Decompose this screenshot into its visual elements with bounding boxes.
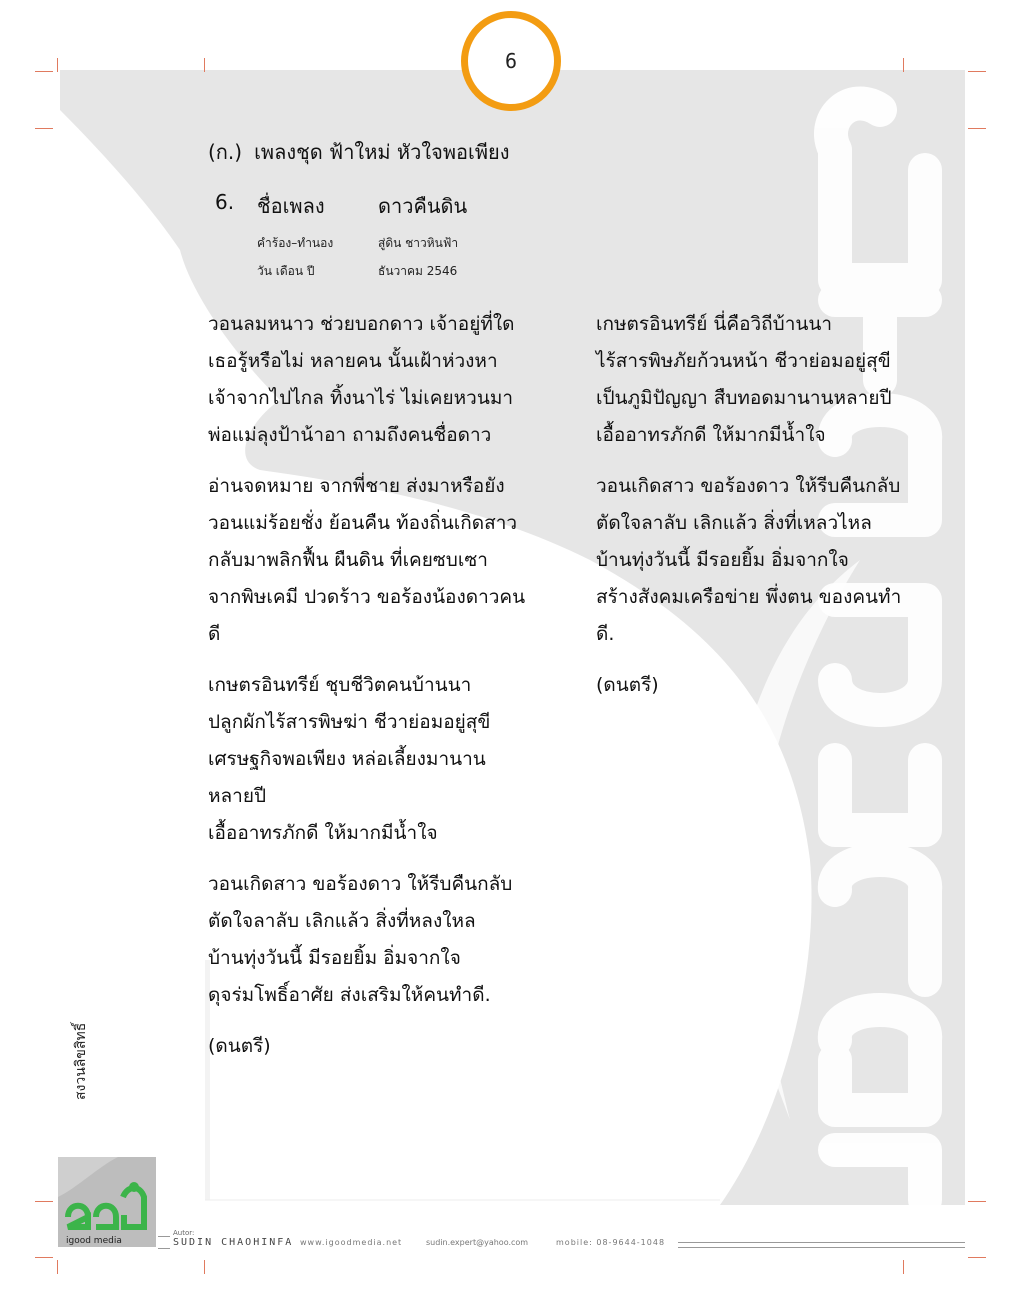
crop-mark	[903, 58, 904, 72]
mobile-number: mobile: 08-9644-1048	[556, 1238, 666, 1247]
lyrics-line: ดุจร่มโพธิ์อาศัย ส่งเสริมให้คนทำดี.	[208, 984, 491, 1006]
lyrics-line: เกษตรอินทรีย์ นี่คือวิถีบ้านนา	[596, 313, 833, 335]
lyrics-line: จากพิษเคมี ปวดร้าว ขอร้องน้องดาวคน	[208, 586, 526, 608]
logo-text: igood media	[66, 1236, 122, 1246]
lyrics-right-column	[596, 306, 966, 718]
autor-label: Autor:	[173, 1229, 195, 1237]
lyrics-stanza	[208, 667, 578, 852]
lyrics-line: วอนลมหนาว ช่วยบอกดาว เจ้าอยู่ที่ใด	[208, 313, 515, 335]
lyrics-stanza	[596, 468, 966, 653]
lyrics-line: ปลูกผักไร้สารพิษฆ่า ชีวาย่อมอยู่สุขี	[208, 711, 491, 733]
lyrics-line: เป็นภูมิปัญญา สืบทอดมานานหลายปี	[596, 387, 892, 409]
crop-mark	[57, 1260, 58, 1274]
crop-mark	[968, 1201, 986, 1202]
crop-mark	[57, 58, 58, 72]
email-link[interactable]: sudin.expert@yahoo.com	[426, 1238, 529, 1247]
lyrics-line: พ่อแม่ลุงป้าน้าอา ถามถึงคนชื่อดาว	[208, 424, 492, 446]
album-title: เพลงชุด ฟ้าใหม่ หัวใจพอเพียง	[254, 140, 510, 164]
page-number-badge	[461, 11, 561, 111]
crop-mark	[35, 1201, 53, 1202]
lyrics-line: เอื้ออาทรภักดี ให้มากมีน้ำใจ	[596, 424, 826, 446]
crop-mark	[35, 128, 53, 129]
crop-mark	[968, 1257, 986, 1258]
lyrics-line: (ดนตรี)	[596, 674, 659, 696]
writer-label: คำร้อง–ทำนอง	[257, 236, 334, 250]
website-link[interactable]: www.igoodmedia.net	[300, 1238, 403, 1247]
igood-media-logo	[58, 1157, 156, 1247]
footer-rule	[678, 1242, 965, 1248]
date-label: วัน เดือน ปี	[257, 264, 315, 278]
album-heading	[208, 136, 510, 168]
lyrics-line: เศรษฐกิจพอเพียง หล่อเลี้ยงมานาน	[208, 748, 486, 770]
crop-mark	[968, 128, 986, 129]
crop-mark	[968, 71, 986, 72]
lyrics-line: ดี.	[596, 623, 615, 645]
crop-mark	[35, 71, 53, 72]
lyrics-line: วอนเกิดสาว ขอร้องดาว ให้รีบคืนกลับ	[596, 475, 901, 497]
author-name: SUDIN CHAOHINFA	[173, 1237, 294, 1248]
song-name-label: ชื่อเพลง	[257, 194, 325, 218]
page-number: 6	[504, 49, 518, 73]
lyrics-line: (ดนตรี)	[208, 1035, 271, 1057]
lyrics-stanza	[208, 866, 578, 1014]
lyrics-stanza	[208, 468, 578, 653]
lyrics-line: สร้างสังคมเครือข่าย พึ่งตน ของคนทำ	[596, 586, 902, 608]
lyrics-stanza	[596, 306, 966, 454]
song-title: ดาวคืนดิน	[378, 194, 468, 218]
lyrics-line: ดี	[208, 623, 221, 645]
lyrics-line: ไร้สารพิษภัยก้วนหน้า ชีวาย่อมอยู่สุขี	[596, 350, 891, 372]
lyrics-line: กลับมาพลิกฟื้น ผืนดิน ที่เคยซบเซา	[208, 549, 488, 571]
lyrics-line: บ้านทุ่งวันนี้ มีรอยยิ้ม อิ่มจากใจ	[208, 947, 461, 969]
song-number: 6.	[215, 190, 235, 214]
lyrics-line: บ้านทุ่งวันนี้ มีรอยยิ้ม อิ่มจากใจ	[596, 549, 849, 571]
lyrics-line: ตัดใจลาลับ เลิกแล้ว สิ่งที่หลงใหล	[208, 910, 476, 932]
lyrics-line: อ่านจดหมาย จากพี่ชาย ส่งมาหรือยัง	[208, 475, 505, 497]
lyrics-line: ตัดใจลาลับ เลิกแล้ว สิ่งที่เหลวไหล	[596, 512, 872, 534]
copyright-vertical-text: สงวนลิขสิทธิ์	[73, 1022, 89, 1100]
lyrics-stanza	[208, 306, 578, 454]
footer-rule-left	[158, 1236, 170, 1249]
lyrics-line: วอนเกิดสาว ขอร้องดาว ให้รีบคืนกลับ	[208, 873, 513, 895]
date-value: ธันวาคม 2546	[378, 264, 458, 278]
footer	[170, 1229, 965, 1259]
lyrics-line: เธอรู้หรือไม่ หลายคน นั้นเฝ้าห่วงหา	[208, 350, 498, 372]
lyrics-line: เกษตรอินทรีย์ ชุบชีวิตคนบ้านนา	[208, 674, 472, 696]
crop-mark	[204, 58, 205, 72]
lyrics-left-column	[208, 306, 578, 1079]
album-prefix: (ก.)	[208, 140, 243, 164]
lyrics-stanza	[596, 667, 966, 704]
lyrics-line: หลายปี	[208, 785, 267, 807]
writer-value: สู่ดิน ชาวหินฟ้า	[378, 236, 459, 250]
crop-mark	[35, 1257, 53, 1258]
crop-mark	[903, 1260, 904, 1274]
lyrics-line: เจ้าจากไปไกล ทิ้งนาไร่ ไม่เคยหวนมา	[208, 387, 514, 409]
lyrics-line: วอนแม่ร้อยชั่ง ย้อนคืน ท้องถิ่นเกิดสาว	[208, 512, 518, 534]
crop-mark	[204, 1260, 205, 1274]
lyrics-stanza	[208, 1028, 578, 1065]
lyrics-line: เอื้ออาทรภักดี ให้มากมีน้ำใจ	[208, 822, 438, 844]
